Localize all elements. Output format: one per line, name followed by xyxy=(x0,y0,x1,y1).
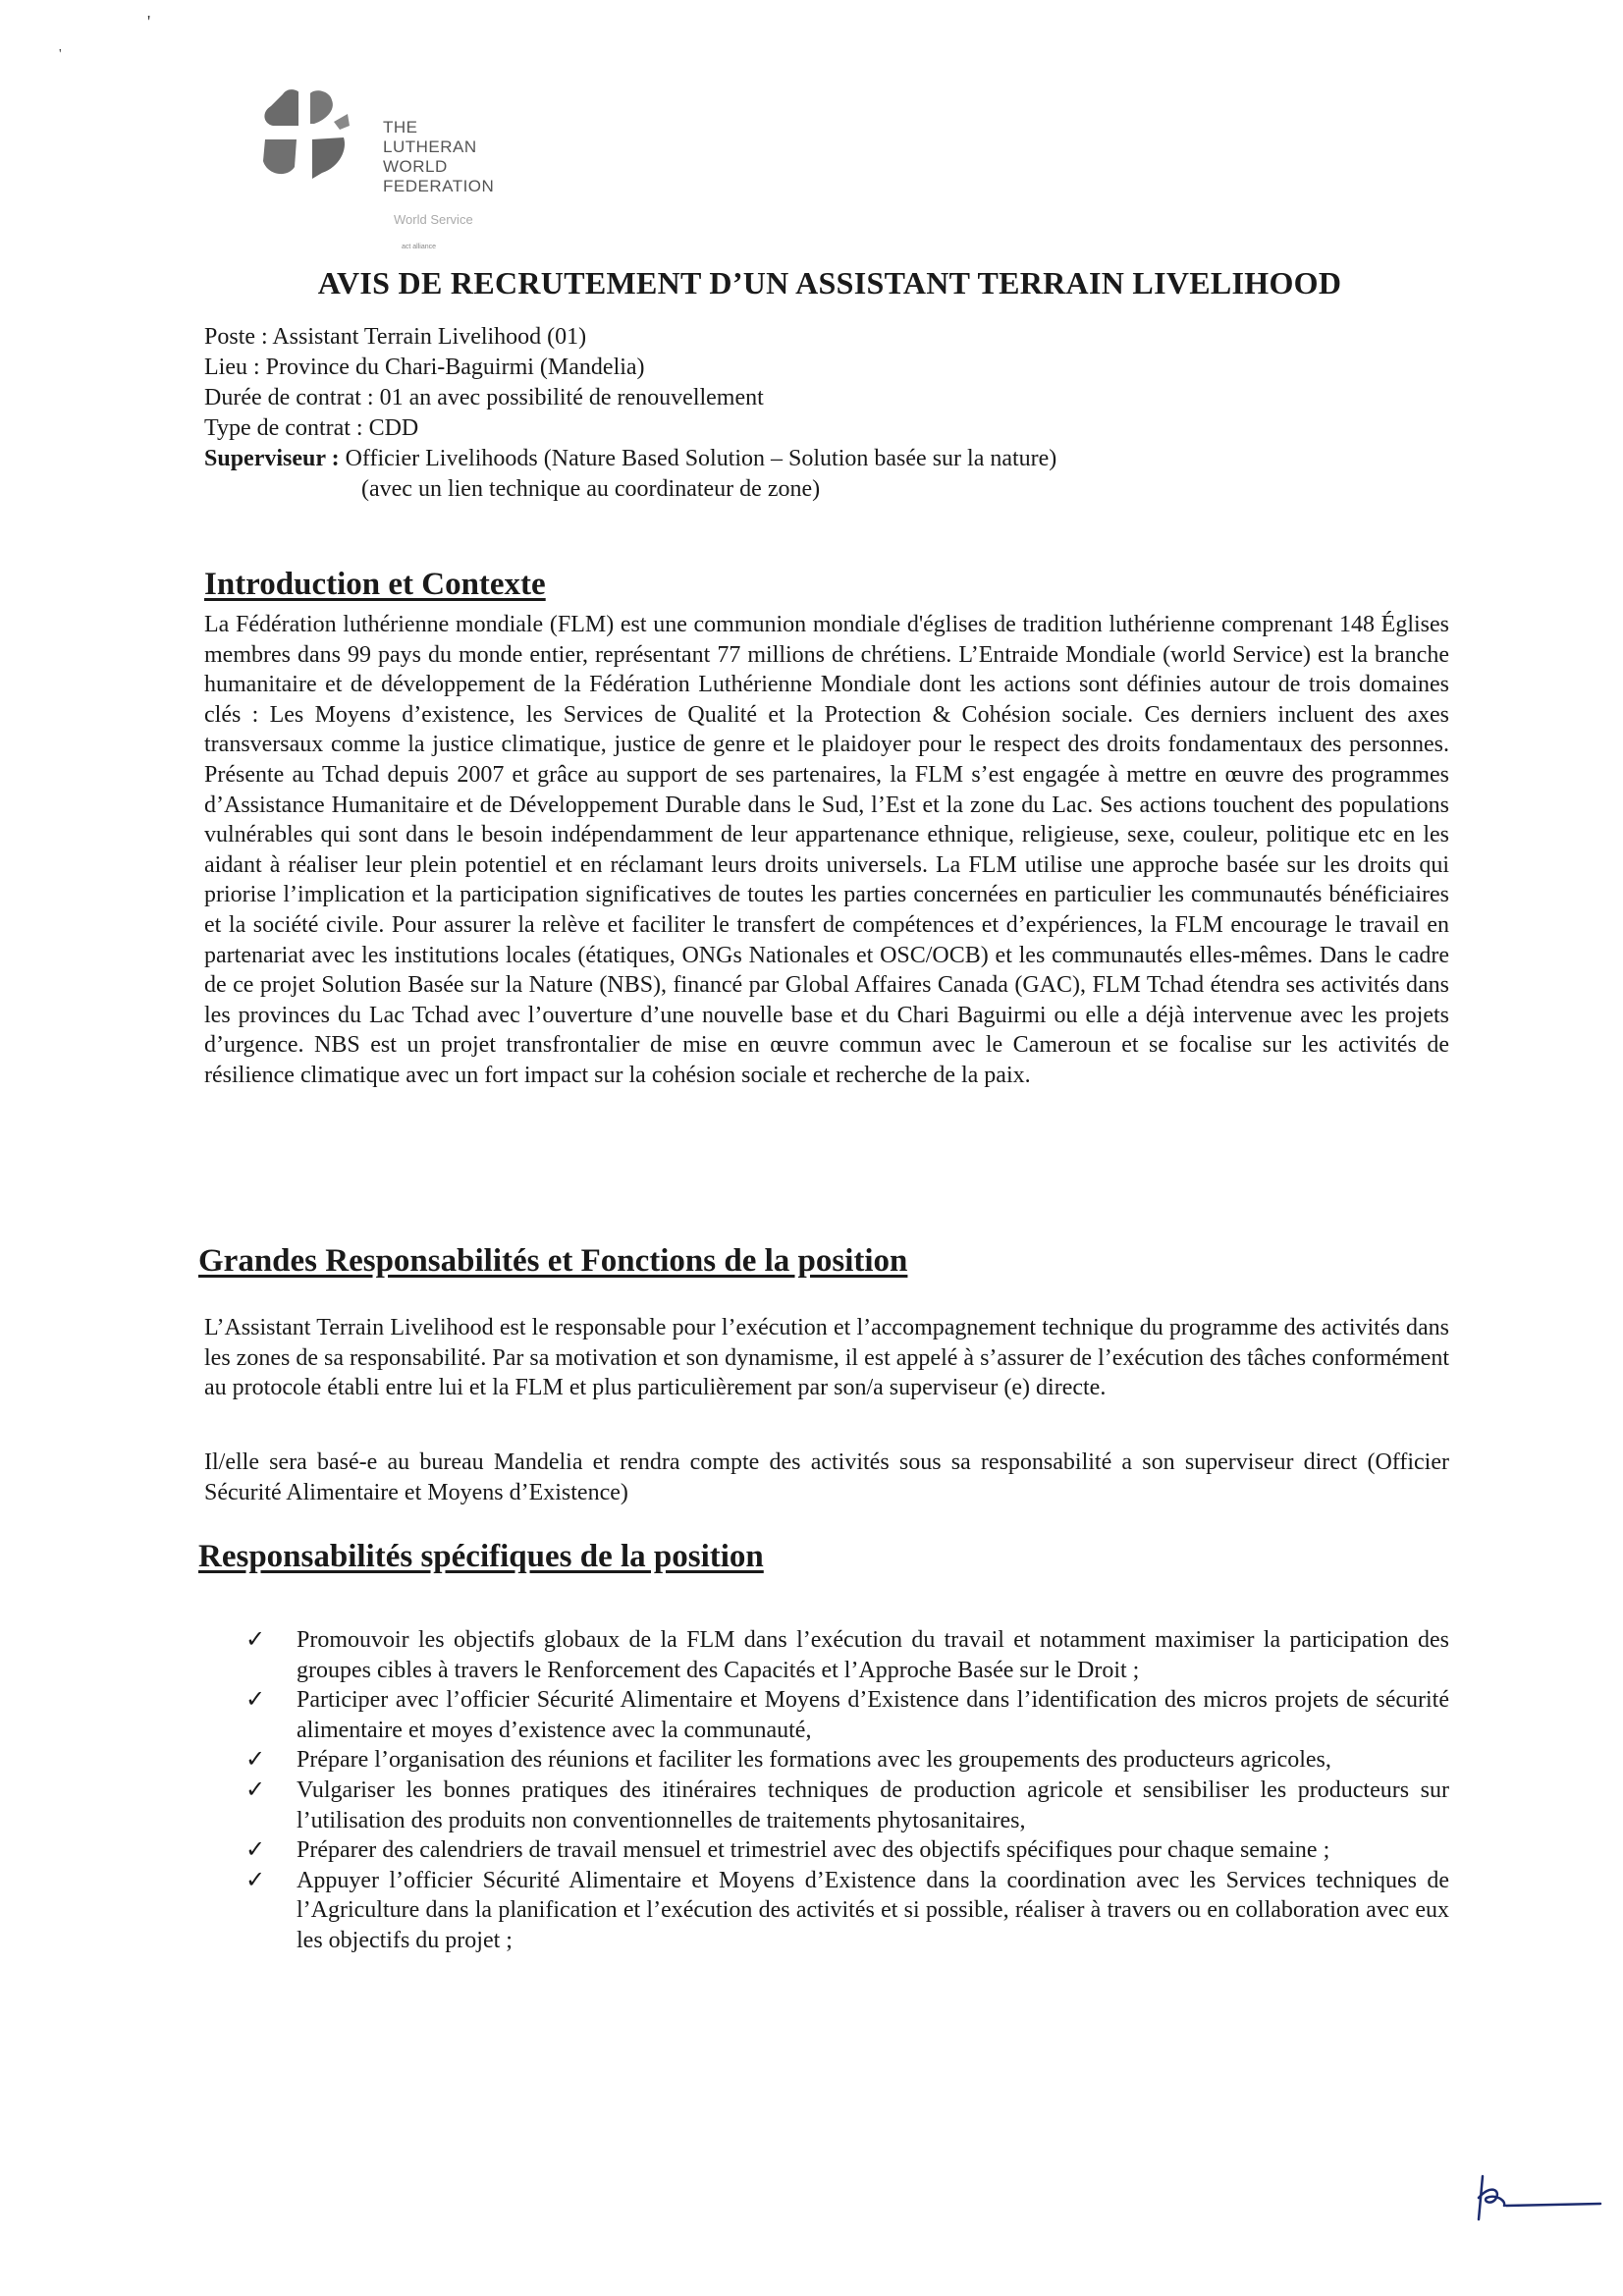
check-icon: ✓ xyxy=(245,1687,266,1714)
lwf-logo xyxy=(253,84,509,261)
lwf-cross-hands-icon xyxy=(253,84,352,192)
list-item: ✓ Participer avec l’officier Sécurité Alimentaire et Moyens d’Existence dans l’identification des micros projets de sécurité alimentaire et moyes d’existence avec la communauté, xyxy=(245,1687,1449,1743)
check-icon: ✓ xyxy=(245,1837,266,1864)
list-item: ✓ Promouvoir les objectifs globaux de la FLM dans l’exécution du travail et notamment maximiser la participation des groupes cibles à travers le Renforcement des Capacités et l’Approche Basée sur le Droit ; xyxy=(245,1627,1449,1683)
initials-signature xyxy=(1467,2168,1604,2227)
duree-line: Durée de contrat : 01 an avec possibilité de renouvellement xyxy=(204,385,764,410)
lwf-logo-text: THE LUTHERAN WORLD FEDERATION xyxy=(383,118,495,195)
scan-mark: ' xyxy=(59,47,62,62)
specifiques-heading: Responsabilités spécifiques de la position xyxy=(198,1539,764,1574)
intro-heading: Introduction et Contexte xyxy=(204,567,546,602)
list-item: ✓ Appuyer l’officier Sécurité Alimentaire et Moyens d’Existence dans la coordination avec les Services techniques de l’Agriculture dans la planification et l’exécution des activités et si possible, réaliser à travers ou en collaboration avec eux les objectifs du projet ; xyxy=(245,1867,1449,1953)
list-item: ✓ Préparer des calendriers de travail mensuel et trimestriel avec des objectifs spécifiques pour chaque semaine ; xyxy=(245,1835,1449,1866)
responsibilities-list xyxy=(245,1625,1449,1956)
type-line: Type de contrat : CDD xyxy=(204,415,419,441)
lieu-line: Lieu : Province du Chari-Baguirmi (Mandelia) xyxy=(204,355,645,380)
world-service-label: World Service xyxy=(394,212,473,227)
grandes-paragraph-2: Il/elle sera basé-e au bureau Mandelia et rendra compte des activités sous sa responsabilité a son superviseur direct (Officier Sécurité Alimentaire et Moyens d’Existence) xyxy=(204,1449,1449,1505)
act-alliance-label: act alliance xyxy=(402,244,437,250)
scan-mark: ' xyxy=(147,12,151,31)
document-title: AVIS DE RECRUTEMENT D’UN ASSISTANT TERRAIN LIVELIHOOD xyxy=(317,265,1342,301)
check-icon: ✓ xyxy=(245,1747,266,1774)
check-icon: ✓ xyxy=(245,1777,266,1803)
superviseur-value: Officier Livelihoods (Nature Based Solution – Solution basée sur la nature) xyxy=(345,446,1057,471)
intro-paragraph: La Fédération luthérienne mondiale (FLM) est une communion mondiale d'églises de tradition luthérienne comprenant 148 Églises membres dans 99 pays du monde entier, représentant 77 millions de chrétiens. L’Entraide Mondiale (world Service) est la branche humanitaire et de développement de la Fédération Luthérienne Mondiale dont les actions sont définies autour de trois domaines clés : Les Moyens d’existence, les Services de Qualité et la Protection & Cohésion sociale. Ces derniers incluent des axes transversaux comme la justice climatique, justice de genre et le plaidoyer pour le respect des droits fondamentaux des personnes. Présente au Tchad depuis 2007 et grâce au support de ses partenaires, la FLM s’est engagée à mettre en œuvre des programmes d’Assistance Humanitaire et de Développement Durable dans le Sud, l’Est et la zone du Lac. Ses actions touchent des populations vulnérables qui sont dans le besoin indépendamment de leur appartenance ethnique, religieuse, sexe, couleur, politique etc en les aidant à réaliser leur plein potentiel et en réclamant leurs droits universels. La FLM utilise une approche basée sur les droits qui priorise l’implication et la participation significatives de toutes les parties concernées en particulier les communautés bénéficiaires et la société civile. Pour assurer la relève et faciliter le transfert de compétences et d’expériences, la FLM encourage le travail en partenariat avec les institutions locales (étatiques, ONGs Nationales et OSC/OCB) et les communautés elles-mêmes. Dans le cadre de ce projet Solution Basée sur la Nature (NBS), financé par Global Affaires Canada (GAC), FLM Tchad étendra ses activités dans les provinces du Lac Tchad avec l’ouverture d’une nouvelle base et du Chari Baguirmi ou elle a déjà intervenue avec les projets d’urgence. NBS est un projet transfrontalier de mise en œuvre commun avec le Cameroun et se focalise sur les activités de résilience climatique avec un fort impact sur la cohésion sociale et recherche de la paix. xyxy=(204,612,1449,1088)
superviseur-line xyxy=(204,444,1056,474)
superviseur-note: (avec un lien technique au coordinateur de zone) xyxy=(361,476,821,502)
grandes-paragraph-1: L’Assistant Terrain Livelihood est le responsable pour l’exécution et l’accompagnement technique du programme des activités dans les zones de sa responsabilité. Par sa motivation et son dynamisme, il est appelé à s’assurer de l’exécution des tâches conformément au protocole établi entre lui et la FLM et plus particulièrement par son/a superviseur (e) directe. xyxy=(204,1315,1449,1401)
list-item: ✓ Prépare l’organisation des réunions et faciliter les formations avec les groupements des producteurs agricoles, xyxy=(245,1745,1449,1776)
superviseur-label: Superviseur : xyxy=(204,446,340,471)
check-icon: ✓ xyxy=(245,1627,266,1653)
poste-line: Poste : Assistant Terrain Livelihood (01) xyxy=(204,324,587,350)
list-item: ✓ Vulgariser les bonnes pratiques des itinéraires techniques de production agricole et sensibiliser les producteurs sur l’utilisation des produits non conventionnelles de traitements phytosanitaires, xyxy=(245,1777,1449,1833)
grandes-heading: Grandes Responsabilités et Fonctions de la position xyxy=(198,1243,908,1279)
check-icon: ✓ xyxy=(245,1867,266,1893)
job-details xyxy=(204,322,1056,505)
